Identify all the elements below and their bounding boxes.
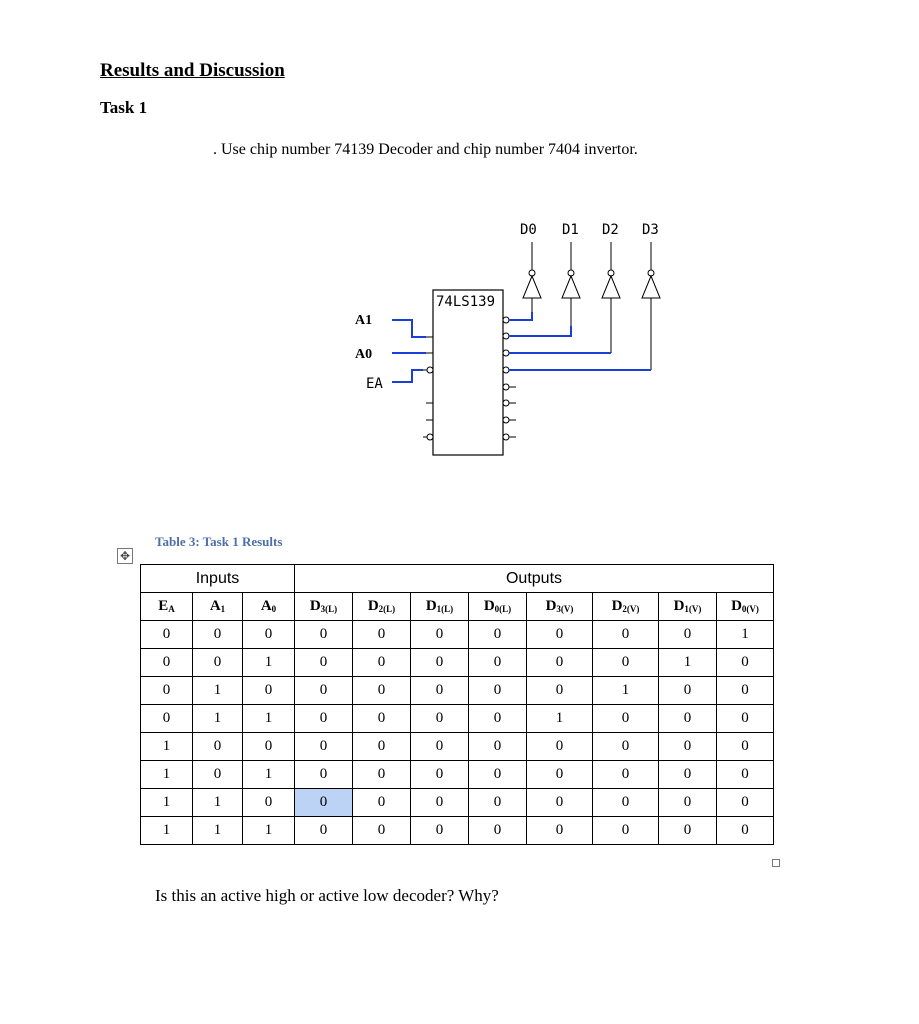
table-cell[interactable]: 0 [527, 761, 593, 789]
table-row [141, 649, 774, 677]
table-cell[interactable]: 0 [353, 677, 411, 705]
table-cell[interactable]: 0 [353, 705, 411, 733]
table-cell[interactable]: 0 [659, 705, 717, 733]
table-cell[interactable]: 0 [411, 817, 469, 845]
table-cell[interactable]: 1 [193, 789, 243, 817]
table-body [141, 621, 774, 845]
output-label-d1: D2 [602, 222, 619, 238]
table-cell[interactable]: 0 [141, 649, 193, 677]
inverter-d2 [562, 242, 580, 326]
table-cell[interactable]: 0 [243, 789, 295, 817]
output-label-d3: D0 [520, 222, 537, 238]
input-label-a1: A1 [355, 313, 373, 328]
table-cell[interactable]: 1 [717, 621, 774, 649]
table-cell[interactable]: 1 [141, 817, 193, 845]
table-cell[interactable]: 0 [411, 705, 469, 733]
table-cell[interactable]: 1 [193, 817, 243, 845]
table-cell[interactable]: 0 [411, 677, 469, 705]
column-header: $D_{3(L)}$ [295, 593, 353, 621]
table-cell[interactable]: 0 [295, 817, 353, 845]
table-cell[interactable]: 0 [193, 761, 243, 789]
table-row [141, 733, 774, 761]
decoder-circuit-diagram [330, 210, 680, 470]
table-cell[interactable]: 0 [527, 621, 593, 649]
chip-label: 74LS139 [436, 294, 496, 310]
table-cell[interactable]: 0 [141, 677, 193, 705]
column-header-row [141, 593, 774, 621]
table-cell[interactable]: 1 [243, 649, 295, 677]
table-cell[interactable]: 0 [593, 789, 659, 817]
column-header: $D_{3(V)}$ [527, 593, 593, 621]
table-cell[interactable]: 0 [469, 705, 527, 733]
table-cell[interactable]: 1 [243, 817, 295, 845]
input-label-a0: A0 [355, 347, 373, 362]
section-heading: Results and Discussion [100, 60, 285, 81]
results-table [140, 564, 774, 845]
table-cell[interactable]: 0 [469, 649, 527, 677]
input-label-ea: EA [366, 376, 383, 392]
table-cell[interactable]: 0 [659, 677, 717, 705]
table-cell[interactable]: 0 [353, 649, 411, 677]
table-cell[interactable]: 0 [527, 789, 593, 817]
table-cell[interactable]: 0 [717, 677, 774, 705]
table-row [141, 705, 774, 733]
table-cell[interactable]: 0 [193, 621, 243, 649]
table-cell[interactable]: 1 [659, 649, 717, 677]
table-cell[interactable]: 0 [411, 789, 469, 817]
table-cell[interactable]: 0 [469, 621, 527, 649]
table-cell[interactable]: 0 [469, 677, 527, 705]
table-cell[interactable]: 0 [659, 817, 717, 845]
table-cell[interactable]: 0 [193, 733, 243, 761]
table-cell[interactable]: 0 [527, 649, 593, 677]
table-row [141, 621, 774, 649]
table-row [141, 677, 774, 705]
table-cell[interactable]: 0 [469, 761, 527, 789]
table-cell[interactable]: 1 [243, 705, 295, 733]
instruction-text: . Use chip number 74139 Decoder and chip number 7404 invertor. [213, 141, 638, 158]
question-text: Is this an active high or active low decoder? Why? [155, 886, 499, 905]
table-row [141, 789, 774, 817]
inverter-gates [523, 242, 660, 370]
table-cell[interactable]: 0 [353, 817, 411, 845]
column-header: $E_A$ [141, 593, 193, 621]
table-cell[interactable]: 0 [243, 621, 295, 649]
table-cell[interactable]: 0 [243, 733, 295, 761]
table-cell[interactable]: 0 [295, 789, 353, 817]
table-cell[interactable]: 1 [527, 705, 593, 733]
column-header: $D_{2(L)}$ [353, 593, 411, 621]
column-header: $A_0$ [243, 593, 295, 621]
table-cell[interactable]: 0 [193, 649, 243, 677]
table-cell[interactable]: 0 [411, 761, 469, 789]
table-cell[interactable]: 1 [193, 677, 243, 705]
table-cell[interactable]: 0 [295, 649, 353, 677]
table-cell[interactable]: 0 [411, 621, 469, 649]
table-cell[interactable]: 0 [593, 817, 659, 845]
table-cell[interactable]: 0 [593, 761, 659, 789]
inverter-d1 [602, 242, 620, 353]
inverter-d0 [642, 242, 660, 370]
table-cell[interactable]: 0 [593, 705, 659, 733]
table-cell[interactable]: 0 [295, 621, 353, 649]
table-caption: Table 3: Task 1 Results [155, 534, 283, 549]
table-cell[interactable]: 0 [659, 621, 717, 649]
table-cell[interactable]: 0 [469, 733, 527, 761]
table-cell[interactable]: 0 [141, 705, 193, 733]
decoder-chip [433, 290, 503, 455]
table-cell[interactable]: 1 [593, 677, 659, 705]
table-cell[interactable]: 0 [411, 649, 469, 677]
table-cell[interactable]: 0 [717, 705, 774, 733]
table-cell[interactable]: 0 [717, 733, 774, 761]
output-label-d0: D3 [642, 222, 659, 238]
table-cell[interactable]: 0 [527, 817, 593, 845]
output-label-d2: D1 [562, 222, 579, 238]
table-row [141, 817, 774, 845]
table-cell[interactable]: 1 [193, 705, 243, 733]
move-cross-icon[interactable]: ✥ [117, 548, 133, 564]
task-heading: Task 1 [100, 98, 148, 117]
inputs-group-header: Inputs [141, 565, 295, 593]
table-cell[interactable]: 0 [469, 817, 527, 845]
table-cell[interactable]: 0 [295, 733, 353, 761]
table-cell[interactable]: 1 [141, 761, 193, 789]
column-header: $D_{1(V)}$ [659, 593, 717, 621]
outputs-group-header: Outputs [295, 565, 774, 593]
column-header: $D_{2(V)}$ [593, 593, 659, 621]
column-header: $D_{0(V)}$ [717, 593, 774, 621]
table-cell[interactable]: 0 [353, 733, 411, 761]
table-cell[interactable]: 0 [659, 789, 717, 817]
table-cell[interactable]: 0 [353, 789, 411, 817]
inverter-d3 [523, 242, 541, 312]
table-cell[interactable]: 0 [527, 733, 593, 761]
table-cell[interactable]: 1 [141, 789, 193, 817]
table-cell[interactable]: 0 [717, 817, 774, 845]
table-cell[interactable]: 0 [243, 677, 295, 705]
table-cell[interactable]: 0 [141, 621, 193, 649]
table-cell[interactable]: 0 [353, 621, 411, 649]
table-cell[interactable]: 1 [141, 733, 193, 761]
table-cell[interactable]: 0 [717, 789, 774, 817]
table-cell[interactable]: 0 [717, 761, 774, 789]
table-cell[interactable]: 0 [295, 761, 353, 789]
table-row [141, 761, 774, 789]
column-header: $D_{1(L)}$ [411, 593, 469, 621]
table-cell[interactable]: 0 [659, 733, 717, 761]
table-cell[interactable]: 0 [593, 649, 659, 677]
table-cell[interactable]: 0 [593, 621, 659, 649]
table-cell[interactable]: 1 [243, 761, 295, 789]
table-resize-handle[interactable] [772, 859, 780, 867]
table-cell[interactable]: 0 [593, 733, 659, 761]
table-cell[interactable]: 0 [295, 705, 353, 733]
table-cell[interactable]: 0 [295, 677, 353, 705]
column-header: $D_{0(L)}$ [469, 593, 527, 621]
table-cell[interactable]: 0 [353, 761, 411, 789]
table-cell[interactable]: 0 [659, 761, 717, 789]
table-cell[interactable]: 0 [411, 733, 469, 761]
table-cell[interactable]: 0 [469, 789, 527, 817]
table-cell[interactable]: 0 [527, 677, 593, 705]
table-cell[interactable]: 0 [717, 649, 774, 677]
column-header: $A_1$ [193, 593, 243, 621]
